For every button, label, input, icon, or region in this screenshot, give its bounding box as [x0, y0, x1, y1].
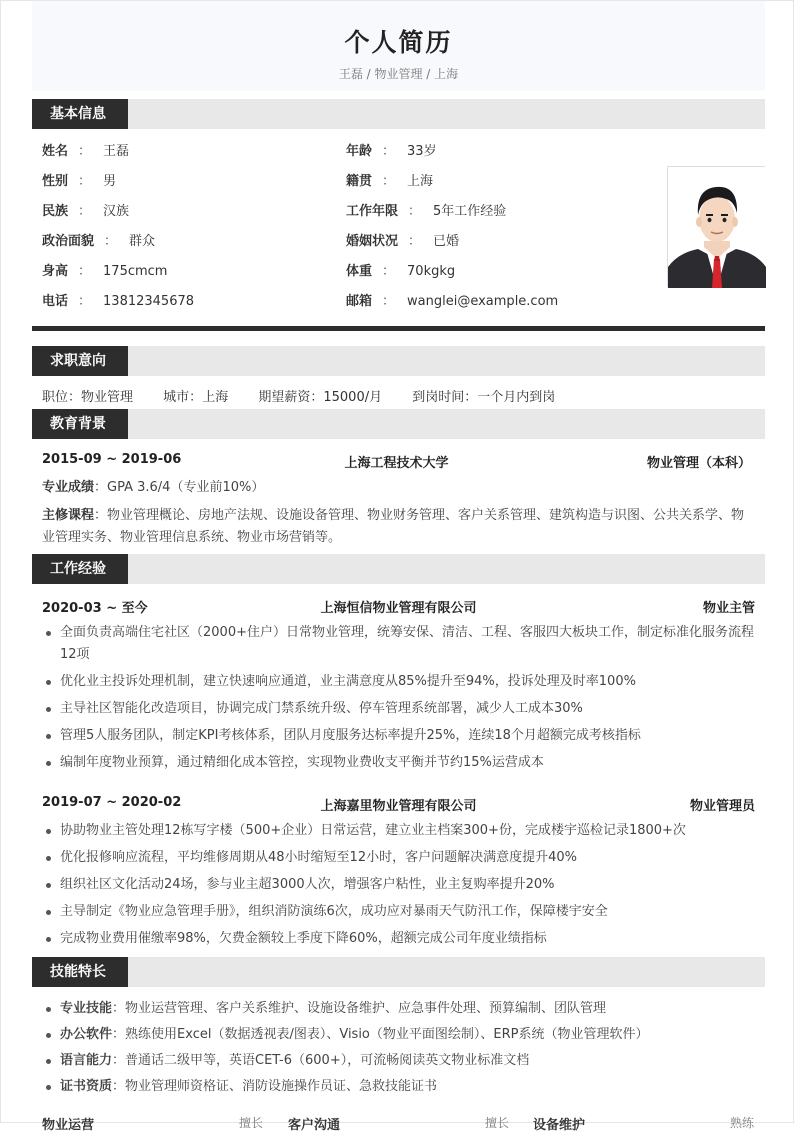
info-value: 男 — [103, 174, 117, 189]
section-divider — [32, 326, 765, 331]
info-value: 汉族 — [103, 204, 130, 219]
info-value: 13812345678 — [103, 294, 195, 309]
info-label: 邮箱 — [346, 294, 373, 309]
skill-level-value: 熟练 — [730, 1116, 755, 1130]
info-height — [42, 263, 167, 281]
skill-level-value: 擅长 — [239, 1116, 264, 1130]
job-duties-list — [42, 622, 755, 774]
list-item: 全面负责高端住宅社区（2000+住户）日常物业管理，统筹安保、清洁、工程、客服四大板块工作，制定标准化服务流程12项 — [42, 622, 755, 666]
list-item: 优化业主投诉处理机制，建立快速响应通道，业主满意度从85%提升至94%，投诉处理及时率100% — [42, 671, 755, 693]
section-work-experience — [32, 554, 765, 584]
section-skills — [32, 957, 765, 987]
list-item: 主导制定《物业应急管理手册》，组织消防演练6次，成功应对暴雨天气防汛工作，保障楼宇安全 — [42, 901, 755, 923]
info-origin — [346, 173, 433, 191]
info-colon: ： — [382, 174, 396, 189]
info-marital — [346, 233, 459, 251]
info-value: 群众 — [129, 234, 156, 249]
education-courses — [42, 505, 755, 549]
intent-salary: 15000/月 — [323, 390, 383, 405]
skill-label: 办公软件 — [60, 1027, 113, 1042]
section-job-intent — [32, 346, 765, 376]
list-item: 编制年度物业预算，通过精细化成本管控，实现物业费收支平衡并节约15%运营成本 — [42, 752, 755, 774]
info-colon: ： — [382, 144, 396, 159]
section-title: 工作经验 — [32, 554, 128, 584]
info-label: 体重 — [346, 264, 373, 279]
info-label: 身高 — [42, 264, 69, 279]
education-school: 上海工程技术大学 — [344, 456, 449, 471]
info-colon: ： — [78, 204, 92, 219]
job-duties-list — [42, 820, 755, 950]
info-colon: ： — [104, 234, 118, 249]
section-basic-info — [32, 99, 765, 129]
skill-level-name: 设备维护 — [533, 1118, 586, 1133]
skill-label: 证书资质 — [60, 1079, 113, 1094]
education-header — [42, 452, 751, 470]
page-subtitle: 王磊 / 物业管理 / 上海 — [338, 67, 459, 81]
info-value: 175cmcm — [103, 264, 168, 279]
resume-header — [32, 1, 765, 91]
skill-level-name: 客户沟通 — [288, 1118, 341, 1133]
list-item: 组织社区文化活动24场，参与业主超3000人次，增强客户粘性，业主复购率提升20% — [42, 874, 755, 896]
job-company: 上海嘉里物业管理有限公司 — [320, 799, 477, 814]
section-title: 基本信息 — [32, 99, 128, 129]
intent-city: 上海 — [202, 390, 229, 405]
intent-arrival-label: 到岗时间： — [412, 390, 478, 405]
info-label: 政治面貌 — [42, 234, 95, 249]
list-item — [42, 1076, 755, 1098]
list-item: 完成物业费用催缴率98%，欠费金额较上季度下降60%，超额完成公司年度业绩指标 — [42, 928, 755, 950]
info-colon: ： — [382, 264, 396, 279]
info-work-years — [346, 203, 506, 221]
job-role: 物业管理员 — [689, 799, 755, 814]
info-phone — [42, 293, 194, 311]
info-colon: ： — [78, 264, 92, 279]
info-value: 33岁 — [407, 144, 437, 159]
job-period: 2019-07 ~ 2020-02 — [42, 795, 182, 810]
info-colon: ： — [382, 294, 396, 309]
courses-label: 主修课程 — [42, 508, 95, 523]
job-company: 上海恒信物业管理有限公司 — [320, 601, 477, 616]
section-title: 教育背景 — [32, 409, 128, 439]
education-major: 物业管理（本科） — [646, 456, 751, 471]
intent-city-label: 城市： — [163, 390, 203, 405]
section-title: 求职意向 — [32, 346, 128, 376]
intent-position: 物业管理 — [81, 390, 134, 405]
list-item: 优化报修响应流程，平均维修周期从48小时缩短至12小时，客户问题解决满意度提升40% — [42, 847, 755, 869]
job-header — [42, 795, 755, 813]
info-weight — [346, 263, 455, 281]
list-item — [42, 1050, 755, 1072]
intent-arrival: 一个月内到岗 — [477, 390, 556, 405]
skills-list — [42, 998, 755, 1098]
job-role: 物业主管 — [702, 601, 755, 616]
list-item — [42, 1024, 755, 1046]
info-value: 5年工作经验 — [433, 204, 507, 219]
skill-label: 语言能力 — [60, 1053, 113, 1068]
skill-level-name: 物业运营 — [42, 1118, 95, 1133]
list-item: 主导社区智能化改造项目，协调完成门禁系统升级、停车管理系统部署，减少人工成本30% — [42, 698, 755, 720]
info-value: 70kgkg — [407, 264, 456, 279]
courses-value: ：物业管理概论、房地产法规、设施设备管理、物业财务管理、客户关系管理、建筑构造与识图、公共关系学、物业管理实务、物业管理信息系统、物业市场营销等。 — [42, 508, 745, 545]
skill-text: ：普通话二级甲等，英语CET-6（600+），可流畅阅读英文物业标准文档 — [112, 1053, 530, 1068]
job-intent-row — [42, 389, 555, 407]
info-label: 性别 — [42, 174, 69, 189]
info-label: 电话 — [42, 294, 69, 309]
job-header — [42, 597, 755, 615]
page-title: 个人简历 — [344, 28, 453, 57]
info-colon: ： — [78, 174, 92, 189]
info-gender — [42, 173, 116, 191]
list-item — [42, 998, 755, 1020]
info-label: 年龄 — [346, 144, 373, 159]
list-item: 管理5人服务团队，制定KPI考核体系，团队月度服务达标率提升25%，连续18个月超额完成考核指标 — [42, 725, 755, 747]
section-education — [32, 409, 765, 439]
grade-value: ：GPA 3.6/4（专业前10%） — [94, 480, 265, 495]
skill-text: ：熟练使用Excel（数据透视表/图表）、Visio（物业平面图绘制）、ERP系统（物业管理软件） — [112, 1027, 649, 1042]
info-label: 工作年限 — [346, 204, 399, 219]
info-value: 上海 — [407, 174, 434, 189]
education-period: 2015-09 ~ 2019-06 — [42, 452, 182, 467]
intent-salary-label: 期望薪资： — [258, 390, 324, 405]
info-age — [346, 143, 437, 161]
info-colon: ： — [408, 204, 422, 219]
list-item: 协助物业主管处理12栋写字楼（500+企业）日常运营，建立业主档案300+份，完成楼宇巡检记录1800+次 — [42, 820, 755, 842]
info-label: 籍贯 — [346, 174, 373, 189]
section-title: 技能特长 — [32, 957, 128, 987]
info-political — [42, 233, 155, 251]
info-label: 民族 — [42, 204, 69, 219]
info-ethnicity — [42, 203, 129, 221]
info-value: 已婚 — [433, 234, 460, 249]
info-value: 王磊 — [103, 144, 130, 159]
info-label: 婚姻状况 — [346, 234, 399, 249]
info-value: wanglei@example.com — [407, 294, 559, 309]
job-period: 2020-03 ~ 至今 — [42, 601, 148, 616]
skill-text: ：物业运营管理、客户关系维护、设施设备维护、应急事件处理、预算编制、团队管理 — [112, 1001, 607, 1016]
info-colon: ： — [408, 234, 422, 249]
skill-level-value: 擅长 — [485, 1116, 510, 1130]
grade-label: 专业成绩 — [42, 480, 95, 495]
portrait-avatar-icon — [668, 167, 766, 288]
info-name — [42, 143, 129, 161]
info-colon: ： — [78, 294, 92, 309]
info-email — [346, 293, 558, 311]
info-label: 姓名 — [42, 144, 69, 159]
education-grade — [42, 477, 755, 499]
info-colon: ： — [78, 144, 92, 159]
profile-photo — [667, 166, 765, 287]
intent-position-label: 职位： — [42, 390, 82, 405]
skill-label: 专业技能 — [60, 1001, 113, 1016]
skill-text: ：物业管理师资格证、消防设施操作员证、急救技能证书 — [112, 1079, 438, 1094]
